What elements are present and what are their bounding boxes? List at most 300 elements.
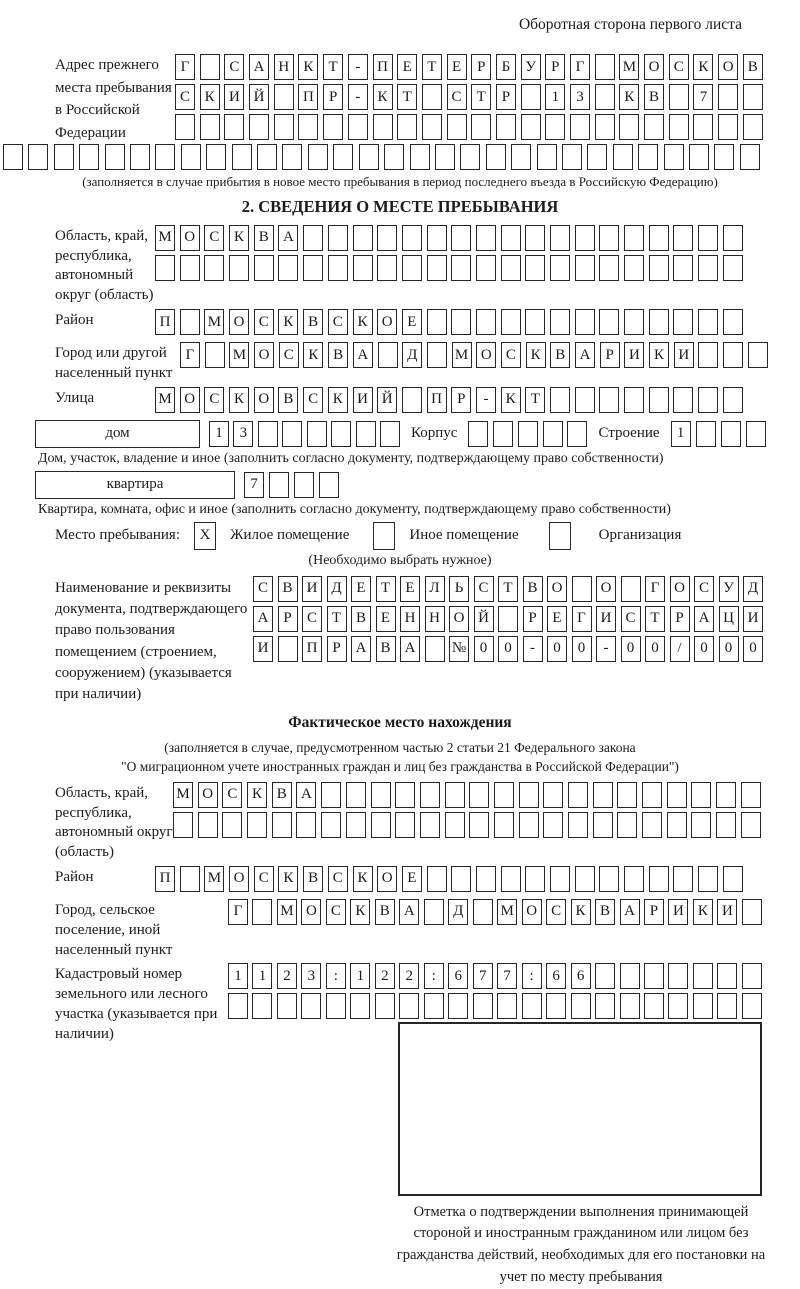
char-box[interactable]: Д — [402, 342, 422, 368]
char-box[interactable] — [543, 782, 563, 808]
char-box[interactable] — [673, 866, 693, 892]
char-box[interactable]: А — [400, 636, 420, 662]
char-box[interactable] — [328, 255, 348, 281]
char-box[interactable] — [476, 309, 496, 335]
char-box[interactable]: Н — [274, 54, 294, 80]
char-box[interactable]: № — [449, 636, 469, 662]
char-box[interactable]: О — [547, 576, 567, 602]
char-box[interactable]: С — [175, 84, 195, 110]
char-box[interactable] — [620, 963, 640, 989]
char-box[interactable] — [346, 782, 366, 808]
char-box[interactable] — [249, 114, 269, 140]
char-box[interactable]: - — [523, 636, 543, 662]
char-box[interactable] — [476, 225, 496, 251]
char-box[interactable] — [619, 114, 639, 140]
char-box[interactable] — [427, 255, 447, 281]
char-box[interactable]: С — [326, 899, 346, 925]
char-box[interactable] — [494, 782, 514, 808]
char-box[interactable]: П — [298, 84, 318, 110]
char-box[interactable] — [545, 114, 565, 140]
char-box[interactable]: К — [298, 54, 318, 80]
char-box[interactable]: В — [743, 54, 763, 80]
stay-option-residential-checkbox[interactable]: X — [194, 522, 216, 550]
char-box[interactable] — [359, 144, 379, 170]
char-box[interactable] — [180, 255, 200, 281]
char-box[interactable] — [501, 225, 521, 251]
char-box[interactable]: А — [620, 899, 640, 925]
char-box[interactable]: И — [302, 576, 322, 602]
char-box[interactable] — [668, 963, 688, 989]
char-box[interactable] — [723, 866, 743, 892]
char-box[interactable] — [402, 387, 422, 413]
char-box[interactable] — [595, 54, 615, 80]
char-box[interactable]: О — [377, 309, 397, 335]
char-box[interactable] — [741, 782, 761, 808]
char-box[interactable] — [649, 309, 669, 335]
char-box[interactable]: 3 — [570, 84, 590, 110]
char-box[interactable] — [723, 255, 743, 281]
char-box[interactable] — [621, 576, 641, 602]
char-box[interactable]: С — [303, 387, 323, 413]
char-box[interactable] — [617, 782, 637, 808]
char-box[interactable]: К — [501, 387, 521, 413]
char-box[interactable] — [323, 114, 343, 140]
char-box[interactable] — [380, 421, 400, 447]
char-box[interactable] — [496, 114, 516, 140]
char-box[interactable]: К — [693, 54, 713, 80]
char-box[interactable] — [649, 255, 669, 281]
char-box[interactable]: / — [670, 636, 690, 662]
char-box[interactable] — [258, 421, 278, 447]
char-box[interactable] — [229, 255, 249, 281]
char-box[interactable]: А — [278, 225, 298, 251]
char-box[interactable] — [595, 114, 615, 140]
char-box[interactable]: 1 — [671, 421, 691, 447]
char-box[interactable] — [155, 144, 175, 170]
char-box[interactable] — [301, 993, 321, 1019]
char-box[interactable] — [537, 144, 557, 170]
char-box[interactable] — [714, 144, 734, 170]
char-box[interactable]: М — [619, 54, 639, 80]
char-box[interactable]: 0 — [719, 636, 739, 662]
char-box[interactable]: 7 — [473, 963, 493, 989]
char-box[interactable]: О — [449, 606, 469, 632]
char-box[interactable]: 0 — [621, 636, 641, 662]
char-box[interactable]: Т — [397, 84, 417, 110]
char-box[interactable] — [105, 144, 125, 170]
house-type-box[interactable]: дом — [35, 420, 200, 448]
char-box[interactable] — [377, 255, 397, 281]
char-box[interactable]: Р — [523, 606, 543, 632]
char-box[interactable]: И — [253, 636, 273, 662]
char-box[interactable]: Й — [474, 606, 494, 632]
char-box[interactable]: А — [575, 342, 595, 368]
apartment-type-box[interactable]: квартира — [35, 471, 235, 499]
char-box[interactable]: - — [348, 54, 368, 80]
char-box[interactable]: Р — [327, 636, 347, 662]
char-box[interactable]: И — [668, 899, 688, 925]
stay-option-organization-checkbox[interactable] — [549, 522, 571, 550]
char-box[interactable] — [328, 225, 348, 251]
char-box[interactable] — [667, 782, 687, 808]
char-box[interactable] — [649, 225, 669, 251]
char-box[interactable] — [272, 812, 292, 838]
char-box[interactable]: Р — [278, 606, 298, 632]
char-box[interactable] — [521, 84, 541, 110]
char-box[interactable] — [716, 782, 736, 808]
char-box[interactable] — [698, 309, 718, 335]
char-box[interactable] — [575, 866, 595, 892]
char-box[interactable]: Т — [525, 387, 545, 413]
char-box[interactable]: О — [644, 54, 664, 80]
char-box[interactable]: Р — [600, 342, 620, 368]
char-box[interactable] — [572, 576, 592, 602]
char-box[interactable] — [613, 144, 633, 170]
char-box[interactable] — [638, 144, 658, 170]
char-box[interactable] — [3, 144, 23, 170]
char-box[interactable] — [673, 225, 693, 251]
char-box[interactable]: Д — [327, 576, 347, 602]
char-box[interactable] — [427, 309, 447, 335]
char-box[interactable] — [644, 114, 664, 140]
char-box[interactable]: О — [180, 387, 200, 413]
char-box[interactable]: В — [278, 576, 298, 602]
char-box[interactable]: М — [229, 342, 249, 368]
char-box[interactable]: К — [229, 225, 249, 251]
char-box[interactable] — [669, 84, 689, 110]
char-box[interactable] — [469, 782, 489, 808]
char-box[interactable] — [562, 144, 582, 170]
char-box[interactable]: К — [278, 866, 298, 892]
char-box[interactable] — [669, 114, 689, 140]
char-box[interactable]: У — [719, 576, 739, 602]
char-box[interactable] — [181, 144, 201, 170]
char-box[interactable]: К — [693, 899, 713, 925]
char-box[interactable] — [698, 225, 718, 251]
char-box[interactable] — [642, 812, 662, 838]
char-box[interactable]: К — [353, 866, 373, 892]
char-box[interactable]: К — [619, 84, 639, 110]
char-box[interactable]: Р — [644, 899, 664, 925]
char-box[interactable] — [624, 866, 644, 892]
char-box[interactable]: В — [595, 899, 615, 925]
char-box[interactable]: 0 — [743, 636, 763, 662]
char-box[interactable] — [595, 993, 615, 1019]
char-box[interactable]: С — [279, 342, 299, 368]
char-box[interactable] — [269, 472, 289, 498]
char-box[interactable]: А — [353, 342, 373, 368]
char-box[interactable] — [525, 225, 545, 251]
char-box[interactable] — [716, 812, 736, 838]
char-box[interactable]: С — [222, 782, 242, 808]
char-box[interactable]: Г — [180, 342, 200, 368]
char-box[interactable] — [575, 387, 595, 413]
char-box[interactable]: С — [328, 866, 348, 892]
char-box[interactable] — [224, 114, 244, 140]
char-box[interactable] — [130, 144, 150, 170]
char-box[interactable] — [746, 421, 766, 447]
char-box[interactable]: К — [229, 387, 249, 413]
char-box[interactable] — [493, 421, 513, 447]
char-box[interactable] — [375, 993, 395, 1019]
char-box[interactable] — [427, 866, 447, 892]
char-box[interactable] — [550, 309, 570, 335]
char-box[interactable] — [206, 144, 226, 170]
char-box[interactable] — [447, 114, 467, 140]
char-box[interactable]: 3 — [233, 421, 253, 447]
char-box[interactable]: К — [353, 309, 373, 335]
char-box[interactable]: У — [521, 54, 541, 80]
char-box[interactable]: : — [424, 963, 444, 989]
char-box[interactable]: Н — [425, 606, 445, 632]
char-box[interactable]: 0 — [547, 636, 567, 662]
char-box[interactable] — [718, 114, 738, 140]
char-box[interactable] — [378, 342, 398, 368]
char-box[interactable] — [599, 387, 619, 413]
char-box[interactable] — [448, 993, 468, 1019]
char-box[interactable] — [373, 114, 393, 140]
char-box[interactable]: О — [180, 225, 200, 251]
char-box[interactable]: К — [571, 899, 591, 925]
char-box[interactable] — [673, 387, 693, 413]
char-box[interactable]: В — [278, 387, 298, 413]
char-box[interactable]: О — [229, 866, 249, 892]
char-box[interactable]: 7 — [244, 472, 264, 498]
char-box[interactable]: В — [523, 576, 543, 602]
char-box[interactable] — [399, 993, 419, 1019]
char-box[interactable]: О — [377, 866, 397, 892]
char-box[interactable] — [435, 144, 455, 170]
char-box[interactable] — [205, 342, 225, 368]
char-box[interactable] — [525, 255, 545, 281]
char-box[interactable] — [451, 866, 471, 892]
char-box[interactable] — [79, 144, 99, 170]
char-box[interactable] — [644, 993, 664, 1019]
char-box[interactable]: 7 — [693, 84, 713, 110]
char-box[interactable] — [469, 812, 489, 838]
char-box[interactable] — [543, 812, 563, 838]
char-box[interactable]: П — [155, 309, 175, 335]
char-box[interactable] — [668, 993, 688, 1019]
char-box[interactable] — [294, 472, 314, 498]
char-box[interactable] — [550, 387, 570, 413]
char-box[interactable]: С — [669, 54, 689, 80]
char-box[interactable] — [649, 387, 669, 413]
char-box[interactable] — [422, 84, 442, 110]
char-box[interactable] — [451, 309, 471, 335]
char-box[interactable] — [599, 225, 619, 251]
char-box[interactable]: 0 — [694, 636, 714, 662]
char-box[interactable] — [718, 84, 738, 110]
char-box[interactable]: А — [694, 606, 714, 632]
char-box[interactable]: 0 — [498, 636, 518, 662]
char-box[interactable] — [319, 472, 339, 498]
char-box[interactable]: С — [546, 899, 566, 925]
char-box[interactable]: 7 — [497, 963, 517, 989]
char-box[interactable] — [307, 421, 327, 447]
char-box[interactable] — [473, 899, 493, 925]
char-box[interactable] — [593, 812, 613, 838]
char-box[interactable] — [624, 225, 644, 251]
char-box[interactable] — [620, 993, 640, 1019]
char-box[interactable]: С — [501, 342, 521, 368]
char-box[interactable]: О — [476, 342, 496, 368]
char-box[interactable]: В — [254, 225, 274, 251]
char-box[interactable] — [296, 812, 316, 838]
char-box[interactable]: Й — [377, 387, 397, 413]
char-box[interactable] — [593, 782, 613, 808]
char-box[interactable] — [445, 812, 465, 838]
char-box[interactable]: 1 — [545, 84, 565, 110]
char-box[interactable]: С — [204, 387, 224, 413]
char-box[interactable]: И — [353, 387, 373, 413]
char-box[interactable]: К — [350, 899, 370, 925]
char-box[interactable] — [397, 114, 417, 140]
char-box[interactable]: : — [522, 963, 542, 989]
char-box[interactable]: К — [373, 84, 393, 110]
char-box[interactable]: М — [155, 225, 175, 251]
char-box[interactable] — [693, 114, 713, 140]
char-box[interactable]: О — [229, 309, 249, 335]
char-box[interactable] — [599, 255, 619, 281]
char-box[interactable] — [254, 255, 274, 281]
char-box[interactable] — [200, 114, 220, 140]
char-box[interactable] — [257, 144, 277, 170]
char-box[interactable] — [501, 255, 521, 281]
char-box[interactable] — [427, 342, 447, 368]
char-box[interactable] — [550, 255, 570, 281]
char-box[interactable] — [173, 812, 193, 838]
char-box[interactable] — [698, 255, 718, 281]
char-box[interactable] — [384, 144, 404, 170]
char-box[interactable]: Т — [645, 606, 665, 632]
char-box[interactable] — [451, 255, 471, 281]
char-box[interactable] — [696, 421, 716, 447]
char-box[interactable] — [476, 866, 496, 892]
char-box[interactable] — [424, 993, 444, 1019]
char-box[interactable] — [348, 114, 368, 140]
char-box[interactable] — [525, 309, 545, 335]
char-box[interactable] — [550, 225, 570, 251]
char-box[interactable] — [350, 993, 370, 1019]
char-box[interactable] — [410, 144, 430, 170]
char-box[interactable]: И — [743, 606, 763, 632]
char-box[interactable]: С — [621, 606, 641, 632]
char-box[interactable] — [371, 812, 391, 838]
char-box[interactable] — [723, 309, 743, 335]
char-box[interactable] — [723, 342, 743, 368]
char-box[interactable] — [277, 993, 297, 1019]
char-box[interactable] — [180, 866, 200, 892]
char-box[interactable] — [282, 421, 302, 447]
char-box[interactable] — [501, 866, 521, 892]
char-box[interactable] — [723, 387, 743, 413]
char-box[interactable] — [519, 782, 539, 808]
char-box[interactable]: М — [204, 866, 224, 892]
char-box[interactable]: Д — [448, 899, 468, 925]
char-box[interactable]: И — [596, 606, 616, 632]
char-box[interactable]: М — [204, 309, 224, 335]
char-box[interactable] — [568, 782, 588, 808]
char-box[interactable]: В — [375, 899, 395, 925]
char-box[interactable] — [346, 812, 366, 838]
char-box[interactable]: В — [644, 84, 664, 110]
char-box[interactable]: Е — [351, 576, 371, 602]
char-box[interactable]: С — [447, 84, 467, 110]
char-box[interactable] — [353, 225, 373, 251]
char-box[interactable] — [180, 309, 200, 335]
char-box[interactable] — [741, 812, 761, 838]
char-box[interactable]: П — [155, 866, 175, 892]
char-box[interactable] — [644, 963, 664, 989]
char-box[interactable] — [252, 899, 272, 925]
char-box[interactable] — [321, 812, 341, 838]
char-box[interactable] — [743, 84, 763, 110]
char-box[interactable] — [303, 225, 323, 251]
char-box[interactable] — [175, 114, 195, 140]
char-box[interactable] — [575, 225, 595, 251]
char-box[interactable] — [570, 114, 590, 140]
char-box[interactable]: С — [254, 309, 274, 335]
char-box[interactable] — [519, 812, 539, 838]
char-box[interactable]: М — [155, 387, 175, 413]
char-box[interactable] — [155, 255, 175, 281]
stay-option-other-checkbox[interactable] — [373, 522, 395, 550]
char-box[interactable] — [568, 812, 588, 838]
char-box[interactable] — [274, 114, 294, 140]
char-box[interactable]: С — [204, 225, 224, 251]
char-box[interactable] — [424, 899, 444, 925]
char-box[interactable]: Е — [402, 866, 422, 892]
char-box[interactable]: В — [351, 606, 371, 632]
char-box[interactable]: К — [649, 342, 669, 368]
char-box[interactable]: 2 — [399, 963, 419, 989]
char-box[interactable]: К — [526, 342, 546, 368]
char-box[interactable] — [28, 144, 48, 170]
char-box[interactable]: Е — [547, 606, 567, 632]
char-box[interactable]: - — [596, 636, 616, 662]
char-box[interactable]: - — [348, 84, 368, 110]
char-box[interactable] — [298, 114, 318, 140]
char-box[interactable] — [723, 225, 743, 251]
char-box[interactable]: Е — [402, 309, 422, 335]
char-box[interactable]: Н — [400, 606, 420, 632]
char-box[interactable] — [331, 421, 351, 447]
char-box[interactable] — [693, 963, 713, 989]
char-box[interactable]: Т — [327, 606, 347, 632]
char-box[interactable] — [282, 144, 302, 170]
char-box[interactable] — [468, 421, 488, 447]
char-box[interactable] — [333, 144, 353, 170]
char-box[interactable] — [664, 144, 684, 170]
char-box[interactable]: Г — [572, 606, 592, 632]
char-box[interactable] — [402, 255, 422, 281]
char-box[interactable] — [587, 144, 607, 170]
char-box[interactable] — [222, 812, 242, 838]
char-box[interactable]: М — [277, 899, 297, 925]
char-box[interactable] — [624, 255, 644, 281]
char-box[interactable]: 6 — [448, 963, 468, 989]
char-box[interactable] — [521, 114, 541, 140]
char-box[interactable] — [673, 255, 693, 281]
char-box[interactable]: Р — [451, 387, 471, 413]
char-box[interactable]: Т — [498, 576, 518, 602]
char-box[interactable]: О — [254, 387, 274, 413]
char-box[interactable]: О — [301, 899, 321, 925]
char-box[interactable]: Т — [323, 54, 343, 80]
char-box[interactable]: Р — [670, 606, 690, 632]
char-box[interactable]: 2 — [375, 963, 395, 989]
